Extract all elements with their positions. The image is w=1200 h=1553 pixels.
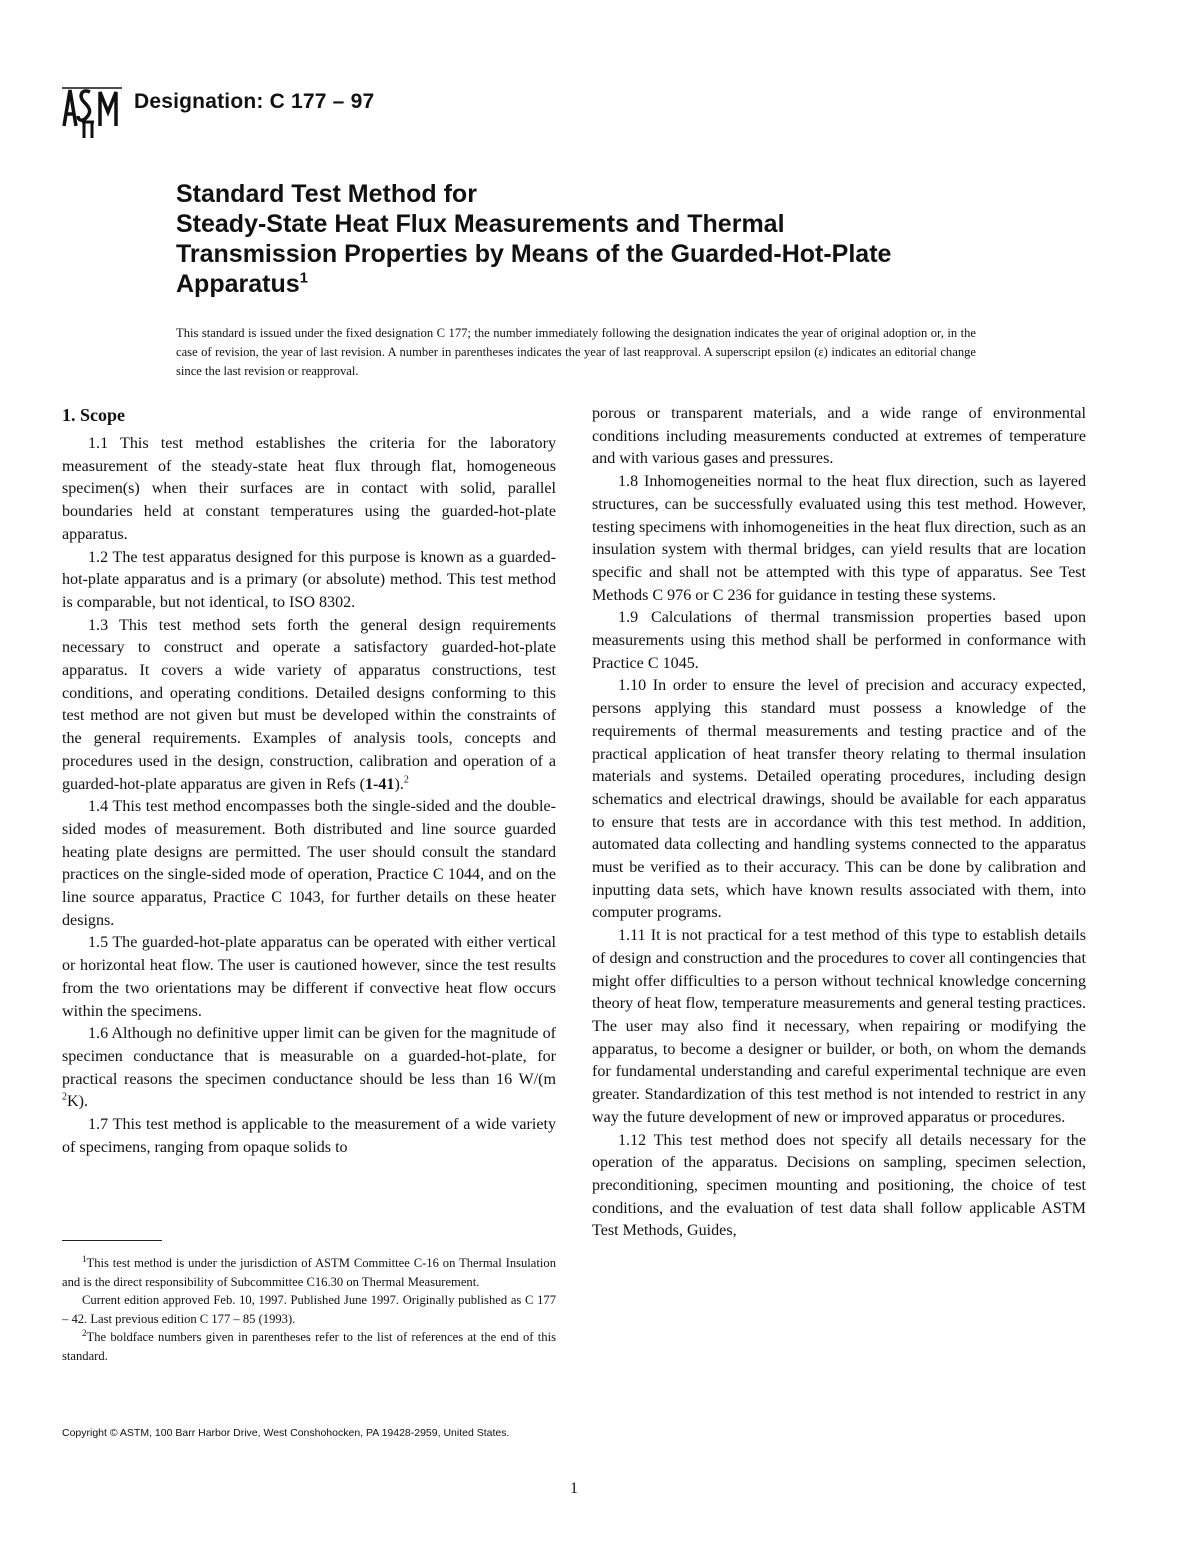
superscript: 2	[62, 1092, 67, 1104]
paragraph-1-8: 1.8 Inhomogeneities normal to the heat flux direction, such as layered structures, can be successfully evaluated using this test method. However, testing specimens with inhomogeneities in the heat flux direction, such as an insulation system with thermal bridges, can yield results that are location specific and shall not be attempted with this type of apparatus. See Test Methods C 976 or C 236 for guidance in testing these systems.	[592, 473, 1086, 604]
astm-logo-icon	[60, 82, 124, 140]
footnotes	[62, 1254, 556, 1365]
paragraph-text: K).	[67, 1093, 89, 1111]
title-line-last	[176, 269, 1076, 299]
paragraph-1-10: 1.10 In order to ensure the level of precision and accuracy expected, persons applying this standard must possess a knowledge of the requirements of thermal measurements and testing practice and of the practical application of heat transfer theory relating to thermal insulation materials and systems. Detailed operating procedures, including design schematics and electrical drawings, should be available for each apparatus to ensure that tests are in accordance with this test method. In addition, automated data collecting and handling systems connected to the apparatus must be verified as to their accuracy. This can be done by calibration and inputting data sets, which have known results associated with them, into computer programs.	[592, 677, 1086, 922]
left-column	[62, 401, 556, 1160]
footnote-text: This test method is under the jurisdiction of ASTM Committee C-16 on Thermal Insulation and is the direct responsibility of Subcommittee C16.30 on Thermal Measurement.	[62, 1256, 556, 1289]
footnote-mark: 1	[82, 1253, 87, 1264]
standard-notice: This standard is issued under the fixed designation C 177; the number immediately following the designation indicates the year of original adoption or, in the case of revision, the year of last revision. A number in parentheses indicates the year of last reapproval. A superscript epsilon (ε) indicates an editorial change since the last revision or reapproval.	[176, 326, 976, 378]
title-footnote-mark: 1	[299, 269, 308, 287]
paragraph-text: 1.3 This test method sets forth the general design requirements necessary to construct and operate a satisfactory guarded-hot-plate apparatus. It covers a wide variety of apparatus constructions, test conditions, and operating conditions. Detailed designs conforming to this test method are not given but must be developed within the constraints of the general requirements. Examples of analysis tools, concepts and procedures used in the design, construction, calibration and operation of a guarded-hot-plate apparatus are given in Refs (	[62, 616, 556, 793]
paragraph-1-9: 1.9 Calculations of thermal transmission properties based upon measurements using this method shall be performed in conformance with Practice C 1045.	[592, 609, 1086, 672]
footnote-text: The boldface numbers given in parentheses refer to the list of references at the end of this standard.	[62, 1330, 556, 1363]
paragraph-1-7-continued: porous or transparent materials, and a wide range of environmental conditions including measurements conducted at extremes of temperature and with various gases and pressures.	[592, 405, 1086, 468]
paragraph-1-3	[62, 615, 556, 797]
title-line: Apparatus	[176, 270, 300, 298]
footnote-mark: 2	[403, 774, 409, 786]
page-number: 1	[570, 1480, 578, 1497]
copyright-line: Copyright © ASTM, 100 Barr Harbor Drive, West Conshohocken, PA 19428-2959, United States.	[62, 1427, 510, 1439]
paragraph-1-7: 1.7 This test method is applicable to the measurement of a wide variety of specimens, ranging from opaque solids to	[62, 1116, 556, 1156]
paragraph-1-5: 1.5 The guarded-hot-plate apparatus can be operated with either vertical or horizontal heat flow. The user is cautioned however, since the test results from the two orientations may be different if convective heat flow occurs within the specimens.	[62, 934, 556, 1020]
title-line: Steady-State Heat Flux Measurements and Thermal	[176, 210, 785, 238]
footnote-divider	[62, 1240, 162, 1241]
paragraph-1-11: 1.11 It is not practical for a test method of this type to establish details of design and construction and the procedures to cover all contingencies that might offer difficulties to a person without technical knowledge concerning theory of heat flow, temperature measurements and general testing practices. The user may also find it necessary, when repairing or modifying the apparatus, to become a designer or builder, or both, on whom the demands for fundamental understanding and careful experimental technique are even greater. Standardization of this test method is not intended to restrict in any way the future development of new or improved apparatus or procedures.	[592, 927, 1086, 1126]
paragraph-1-2: 1.2 The test apparatus designed for this purpose is known as a guarded-hot-plate apparatus and is a primary (or absolute) method. This test method is comparable, but not identical, to ISO 8302.	[62, 548, 556, 611]
section-heading: 1. Scope	[62, 405, 125, 425]
paragraph-1-4: 1.4 This test method encompasses both the single-sided and the double-sided modes of measurement. Both distributed and line source guarded heating plate designs are permitted. The user should consult the standard practices on the single-sided mode of operation, Practice C 1044, and on the line source apparatus, Practice C 1043, for further details on these heater designs.	[62, 798, 556, 929]
document-title	[176, 179, 1076, 299]
paragraph-text: ).	[394, 775, 404, 793]
footnote-edition: Current edition approved Feb. 10, 1997. Published June 1997. Originally published as C 177 – 42. Last previous edition C 177 – 85 (1993).	[62, 1293, 556, 1326]
reference-range: 1-41	[364, 775, 395, 793]
footnote-mark: 2	[82, 1327, 87, 1338]
paragraph-1-12: 1.12 This test method does not specify all details necessary for the operation of the apparatus. Decisions on sampling, specimen selection, preconditioning, specimen mounting and positioning, the choice of test conditions, and the evaluation of test data shall follow applicable ASTM Test Methods, Guides,	[592, 1131, 1086, 1240]
paragraph-1-6	[62, 1023, 556, 1114]
title-line: Standard Test Method for	[176, 180, 477, 208]
paragraph-1-1: 1.1 This test method establishes the criteria for the laboratory measurement of the steady-state heat flux through flat, homogeneous specimen(s) when their surfaces are in contact with solid, parallel boundaries held at constant temperatures using the guarded-hot-plate apparatus.	[62, 435, 556, 543]
footnote-2	[62, 1328, 556, 1365]
paragraph-text: 1.6 Although no definitive upper limit can be given for the magnitude of specimen conductance that is measurable on a guarded-hot-plate, for practical reasons the specimen conductance should be less than 16 W/(m	[62, 1025, 556, 1088]
footnote-1	[62, 1254, 556, 1291]
right-column	[592, 403, 1086, 1243]
designation: Designation: C 177 – 97	[134, 90, 375, 113]
title-line: Transmission Properties by Means of the Guarded-Hot-Plate	[176, 240, 892, 268]
